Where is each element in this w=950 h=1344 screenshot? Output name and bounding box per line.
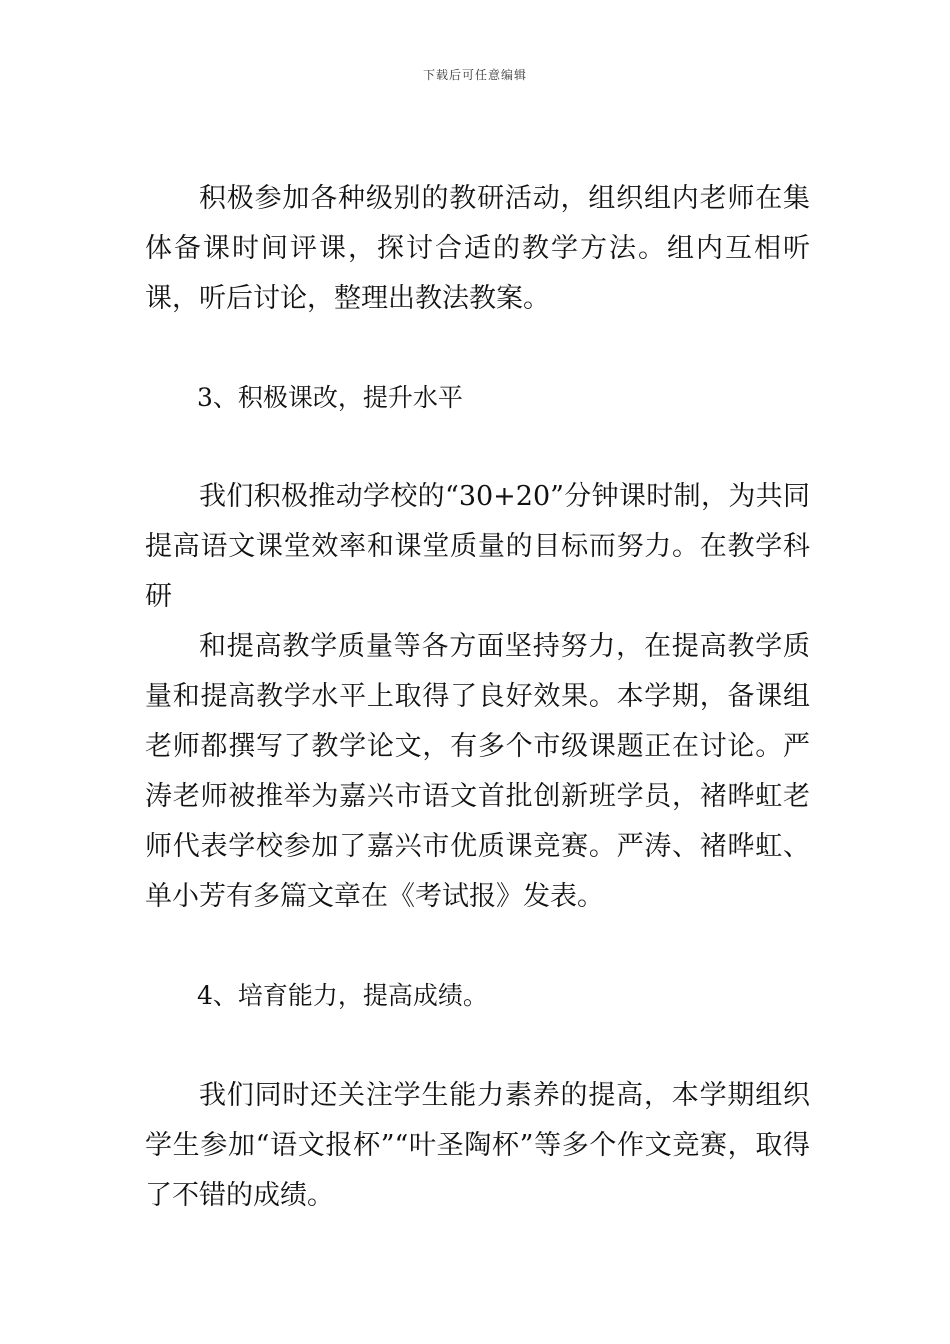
paragraph-teaching-research: 积极参加各种级别的教研活动，组织组内老师在集体备课时间评课，探讨合适的教学方法。组内互相听课，听后讨论，整理出教法教案。 bbox=[145, 183, 810, 314]
section-heading-3: 3、积极课改，提升水平 bbox=[197, 383, 463, 412]
paragraph-student-ability: 我们同时还关注学生能力素养的提高，本学期组织学生参加“语文报杯”“叶圣陶杯”等多个作文竞赛，取得了不错的成绩。 bbox=[145, 1080, 810, 1211]
paragraph-teaching-quality: 和提高教学质量等各方面坚持努力，在提高教学质量和提高教学水平上取得了良好效果。本学期，备课组老师都撰写了教学论文，有多个市级课题正在讨论。严涛老师被推举为嘉兴市语文首批创新班学员，褚晔虹老师代表学校参加了嘉兴市优质课竞赛。严涛、褚晔虹、单小芳有多篇文章在《考试报》发表。 bbox=[145, 631, 810, 912]
header-note: 下载后可任意编辑 bbox=[422, 68, 527, 82]
section-heading-4: 4、培育能力，提高成绩。 bbox=[197, 981, 488, 1010]
paragraph-class-reform: 我们积极推动学校的“30+20”分钟课时制，为共同提高语文课堂效率和课堂质量的目标而努力。在教学科研 bbox=[145, 481, 810, 612]
